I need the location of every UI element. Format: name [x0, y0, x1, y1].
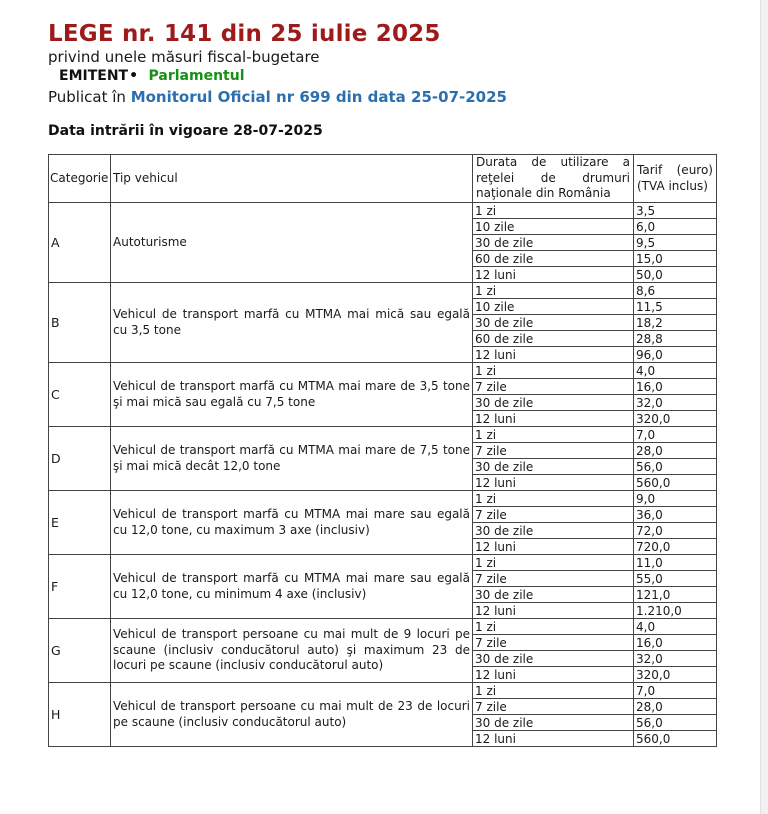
tariff-cell: 560,0 [634, 731, 717, 747]
tariff-cell: 4,0 [634, 363, 717, 379]
category-cell: A [49, 203, 111, 283]
tariff-cell: 11,5 [634, 299, 717, 315]
bullet-icon: • [129, 68, 139, 84]
emitent-label: EMITENT [59, 68, 129, 84]
tariff-cell: 7,0 [634, 683, 717, 699]
duration-cell: 30 de zile [473, 715, 634, 731]
vehicle-type-cell: Vehicul de transport marfă cu MTMA mai mare de 7,5 tone şi mai mică decât 12,0 tone [111, 427, 473, 491]
category-cell: D [49, 427, 111, 491]
tariff-cell: 55,0 [634, 571, 717, 587]
vehicle-type-cell: Autoturisme [111, 203, 473, 283]
duration-cell: 12 luni [473, 347, 634, 363]
tariff-cell: 320,0 [634, 667, 717, 683]
header-row [49, 155, 717, 203]
duration-cell: 1 zi [473, 555, 634, 571]
tariff-cell: 6,0 [634, 219, 717, 235]
duration-cell: 7 zile [473, 379, 634, 395]
tariff-cell: 28,8 [634, 331, 717, 347]
duration-cell: 1 zi [473, 619, 634, 635]
column-header-tarif: Tarif (euro) (TVA inclus) [634, 155, 717, 203]
category-cell: B [49, 283, 111, 363]
tariff-cell: 36,0 [634, 507, 717, 523]
tariff-cell: 320,0 [634, 411, 717, 427]
tariff-cell: 16,0 [634, 635, 717, 651]
vehicle-type-cell: Vehicul de transport marfă cu MTMA mai mare sau egală cu 12,0 tone, cu minimum 4 axe (inclusiv) [111, 555, 473, 619]
duration-cell: 30 de zile [473, 235, 634, 251]
table-row [49, 555, 717, 571]
duration-cell: 1 zi [473, 203, 634, 219]
tariff-cell: 1.210,0 [634, 603, 717, 619]
emitent-value-link[interactable]: Parlamentul [148, 68, 245, 84]
tariff-cell: 32,0 [634, 651, 717, 667]
column-header-durata-utilizare: Durata de utilizare a reţelei de drumuri naţionale din România [473, 155, 634, 203]
vehicle-type-cell: Vehicul de transport marfă cu MTMA mai mare de 3,5 tone şi mai mică sau egală cu 7,5 tone [111, 363, 473, 427]
tariff-cell: 3,5 [634, 203, 717, 219]
tariff-cell: 720,0 [634, 539, 717, 555]
duration-cell: 12 luni [473, 667, 634, 683]
table-row [49, 491, 717, 507]
tariff-cell: 8,6 [634, 283, 717, 299]
duration-cell: 7 zile [473, 635, 634, 651]
duration-cell: 12 luni [473, 267, 634, 283]
vertical-scrollbar[interactable] [760, 0, 768, 814]
duration-cell: 12 luni [473, 475, 634, 491]
tariff-table-head [49, 155, 717, 203]
tariff-cell: 96,0 [634, 347, 717, 363]
published-prefix: Publicat în [48, 88, 131, 106]
effective-date: Data intrării în vigoare 28-07-2025 [48, 123, 323, 139]
tariff-cell: 15,0 [634, 251, 717, 267]
duration-cell: 1 zi [473, 283, 634, 299]
duration-cell: 7 zile [473, 507, 634, 523]
tariff-cell: 18,2 [634, 315, 717, 331]
duration-cell: 1 zi [473, 683, 634, 699]
vehicle-type-cell: Vehicul de transport persoane cu mai mult de 23 de locuri pe scaune (inclusiv conducătorul auto) [111, 683, 473, 747]
duration-cell: 10 zile [473, 219, 634, 235]
tariff-cell: 9,5 [634, 235, 717, 251]
duration-cell: 60 de zile [473, 251, 634, 267]
tariff-cell: 9,0 [634, 491, 717, 507]
vehicle-type-cell: Vehicul de transport persoane cu mai mult de 9 locuri pe scaune (inclusiv conducătorul auto) şi maximum 23 de locuri pe scaune (inclusiv conducătorul auto) [111, 619, 473, 683]
duration-cell: 30 de zile [473, 587, 634, 603]
tariff-cell: 560,0 [634, 475, 717, 491]
duration-cell: 1 zi [473, 427, 634, 443]
tariff-cell: 28,0 [634, 443, 717, 459]
vehicle-type-cell: Vehicul de transport marfă cu MTMA mai mare sau egală cu 12,0 tone, cu maximum 3 axe (inclusiv) [111, 491, 473, 555]
category-cell: C [49, 363, 111, 427]
duration-cell: 7 zile [473, 571, 634, 587]
tariff-cell: 7,0 [634, 427, 717, 443]
tariff-cell: 4,0 [634, 619, 717, 635]
monitorul-oficial-link[interactable]: Monitorul Oficial nr 699 din data 25-07-2025 [130, 88, 507, 106]
column-header-categorie: Categorie [49, 155, 111, 203]
duration-cell: 7 zile [473, 443, 634, 459]
duration-cell: 30 de zile [473, 315, 634, 331]
document-subtitle: privind unele măsuri fiscal-bugetare [48, 48, 320, 66]
duration-cell: 12 luni [473, 731, 634, 747]
category-cell: G [49, 619, 111, 683]
table-row [49, 203, 717, 219]
table-row [49, 283, 717, 299]
duration-cell: 60 de zile [473, 331, 634, 347]
table-row [49, 683, 717, 699]
tariff-cell: 32,0 [634, 395, 717, 411]
duration-cell: 30 de zile [473, 523, 634, 539]
duration-cell: 10 zile [473, 299, 634, 315]
tariff-cell: 72,0 [634, 523, 717, 539]
duration-cell: 12 luni [473, 411, 634, 427]
tariff-table-body [49, 203, 717, 747]
page-title: LEGE nr. 141 din 25 iulie 2025 [48, 21, 441, 47]
vehicle-type-cell: Vehicul de transport marfă cu MTMA mai mică sau egală cu 3,5 tone [111, 283, 473, 363]
table-row [49, 363, 717, 379]
published-row [48, 88, 760, 106]
duration-cell: 1 zi [473, 491, 634, 507]
tariff-cell: 28,0 [634, 699, 717, 715]
category-cell: E [49, 491, 111, 555]
duration-cell: 12 luni [473, 539, 634, 555]
tariff-cell: 11,0 [634, 555, 717, 571]
category-cell: F [49, 555, 111, 619]
duration-cell: 1 zi [473, 363, 634, 379]
column-header-tip-vehicul: Tip vehicul [111, 155, 473, 203]
emitent-row [48, 68, 760, 85]
duration-cell: 30 de zile [473, 459, 634, 475]
table-row [49, 427, 717, 443]
tariff-cell: 56,0 [634, 459, 717, 475]
tariff-cell: 16,0 [634, 379, 717, 395]
tariff-table [48, 154, 717, 747]
tariff-cell: 50,0 [634, 267, 717, 283]
category-cell: H [49, 683, 111, 747]
duration-cell: 7 zile [473, 699, 634, 715]
duration-cell: 30 de zile [473, 651, 634, 667]
tariff-cell: 121,0 [634, 587, 717, 603]
duration-cell: 30 de zile [473, 395, 634, 411]
tariff-cell: 56,0 [634, 715, 717, 731]
duration-cell: 12 luni [473, 603, 634, 619]
table-row [49, 619, 717, 635]
